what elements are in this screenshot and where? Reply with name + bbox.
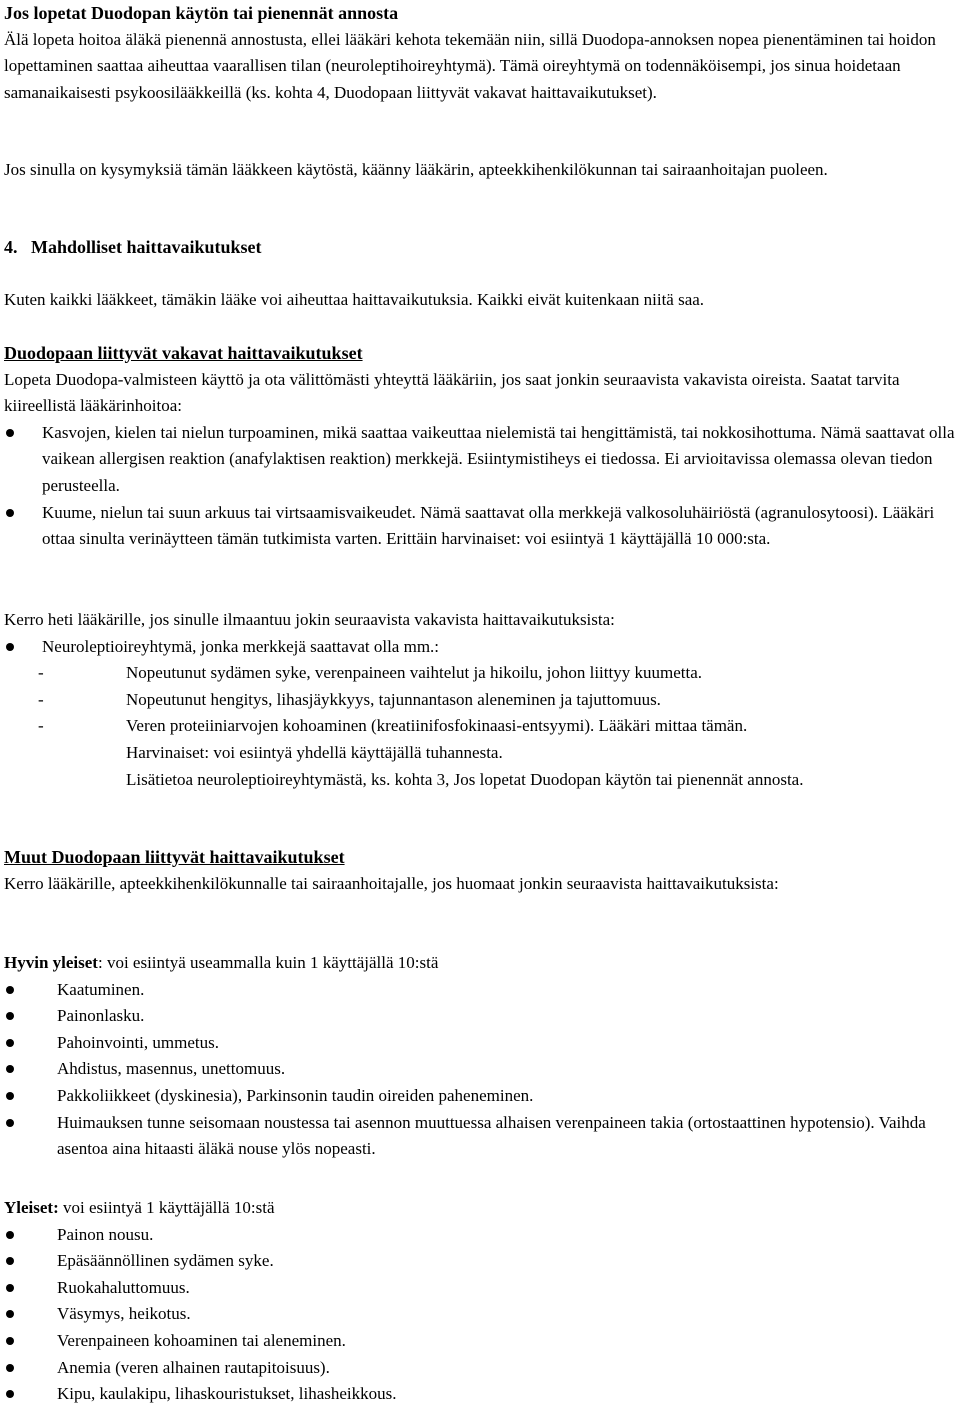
bullet-icon <box>6 1231 14 1239</box>
list-item: Ahdistus, masennus, unettomuus. <box>4 1056 958 1083</box>
section-4-intro: Kuten kaikki lääkkeet, tämäkin lääke voi aiheuttaa haittavaikutuksia. Kaikki eivät kuitenkaan niitä saa. <box>4 290 705 309</box>
other-section <box>4 844 958 897</box>
bullet-icon <box>6 1364 14 1372</box>
more-info: Lisätietoa neuroleptioireyhtymästä, ks. kohta 3, Jos lopetat Duodopan käytön tai pienennät annosta. <box>126 769 804 789</box>
section-title: Mahdolliset haittavaikutukset <box>31 237 262 257</box>
very-common-section <box>4 950 958 1163</box>
bullet-icon <box>6 986 14 994</box>
bullet-icon <box>6 1284 14 1292</box>
list-item: Kipu, kaulakipu, lihaskouristukset, lihasheikkous. <box>4 1381 958 1408</box>
bullet-icon <box>6 1065 14 1073</box>
very-common-heading: Hyvin yleiset: voi esiintyä useammalla kuin 1 käyttäjällä 10:stä <box>4 953 439 972</box>
common-heading: Yleiset: voi esiintyä 1 käyttäjällä 10:stä <box>4 1198 275 1217</box>
list-item: Ruokahaluttomuus. <box>4 1275 958 1302</box>
tell-intro: Kerro heti lääkärille, jos sinulle ilmaantuu jokin seuraavista vakavista haittavaikutuksista: <box>4 610 615 629</box>
list-item: Kaatuminen. <box>4 977 958 1004</box>
dash-mark: - <box>38 716 44 736</box>
bullet-icon <box>6 429 14 437</box>
dash-item: - Nopeutunut hengitys, lihasjäykkyys, tajunnantason aleneminen ja tajuttomuus. <box>4 687 958 714</box>
list-item: Kuume, nielun tai suun arkuus tai virtsaamisvaikeudet. Nämä saattavat olla merkkejä valkosoluhäiriöstä (agranulosytoosi). Lääkäri ottaa sinulta verinäytteen tämän tutkimista varten. Erittäin harvinaiset: voi esiintyä 1 käyttäjällä 10 000:sta. <box>4 500 958 553</box>
dash-item: - Veren proteiiniarvojen kohoaminen (kreatiinifosfokinaasi-entsyymi). Lääkäri mittaa tämän. <box>4 713 958 740</box>
serious-heading: Duodopaan liittyvät vakavat haittavaikutukset <box>4 343 363 363</box>
list-item: Anemia (veren alhainen rautapitoisuus). <box>4 1355 958 1382</box>
bullet-icon <box>6 1012 14 1020</box>
other-heading: Muut Duodopaan liittyvät haittavaikutukset <box>4 847 345 867</box>
bullet-icon <box>6 1310 14 1318</box>
list-item: Neuroleptioireyhtymä, jonka merkkejä saattavat olla mm.: <box>4 634 958 661</box>
bullet-icon <box>6 1092 14 1100</box>
common-section <box>4 1195 958 1408</box>
section-number: 4. <box>4 237 18 257</box>
list-item: Painonlasku. <box>4 1003 958 1030</box>
list-item: Painon nousu. <box>4 1222 958 1249</box>
bullet-icon <box>6 1390 14 1398</box>
dash-item: - Nopeutunut sydämen syke, verenpaineen vaihtelut ja hikoilu, johon liittyy kuumetta. <box>4 660 958 687</box>
rare-frequency: Harvinaiset: voi esiintyä yhdellä käyttäjällä tuhannesta. <box>126 742 503 762</box>
list-item: Kasvojen, kielen tai nielun turpoaminen, mikä saattaa vaikeuttaa nielemistä tai hengittämistä, tai nokkosihottuma. Nämä saattavat olla vaikean allergisen reaktion (anafylaktisen reaktion) merkkejä. Esiintymistiheys ei tiedossa. Ei arvioitavissa olemassa olevan tiedon perusteella. <box>4 420 958 500</box>
section-4-heading <box>4 234 958 261</box>
list-item: Verenpaineen kohoaminen tai aleneminen. <box>4 1328 958 1355</box>
list-item: Huimauksen tunne seisomaan noustessa tai asennon muuttuessa alhaisen verenpaineen takia (ortostaattinen hypotensio). Vaihda asentoa aina hitaasti äläkä nouse ylös nopeasti. <box>4 1110 958 1163</box>
list-item: Väsymys, heikotus. <box>4 1301 958 1328</box>
bullet-icon <box>6 1257 14 1265</box>
dash-mark: - <box>38 689 44 709</box>
stop-paragraph-1: Älä lopeta hoitoa äläkä pienennä annostusta, ellei lääkäri kehota tekemään niin, sillä Duodopa-annoksen nopea pienentäminen tai hoidon lopettaminen saattaa aiheuttaa vaarallisen tilan (neuroleptihoireyhtymä). Tämä oireyhtymä on todennäköisempi, jos sinua hoidetaan samanaikaisesti psykoosilääkkeillä (ks. kohta 4, Duodopaan liittyvät vakavat haittavaikutukset). <box>4 29 936 102</box>
list-item: Pakkoliikkeet (dyskinesia), Parkinsonin taudin oireiden paheneminen. <box>4 1083 958 1110</box>
questions-paragraph: Jos sinulla on kysymyksiä tämän lääkkeen käytöstä, käänny lääkärin, apteekkihenkilökunnan tai sairaanhoitajan puoleen. <box>4 160 828 179</box>
stop-section <box>4 0 958 106</box>
bullet-icon <box>6 1337 14 1345</box>
list-item: Pahoinvointi, ummetus. <box>4 1030 958 1057</box>
stop-title: Jos lopetat Duodopan käytön tai pienennät annosta <box>4 3 399 23</box>
dash-mark: - <box>38 663 44 683</box>
bullet-icon <box>6 509 14 517</box>
tell-doctor-section <box>4 607 958 793</box>
bullet-icon <box>6 1119 14 1127</box>
other-intro: Kerro lääkärille, apteekkihenkilökunnalle tai sairaanhoitajalle, jos huomaat jonkin seuraavista haittavaikutuksista: <box>4 873 779 893</box>
bullet-icon <box>6 1039 14 1047</box>
list-item: Epäsäännöllinen sydämen syke. <box>4 1248 958 1275</box>
serious-section <box>4 340 958 553</box>
bullet-icon <box>6 643 14 651</box>
serious-intro: Lopeta Duodopa-valmisteen käyttö ja ota välittömästi yhteyttä lääkäriin, jos saat jonkin seuraavista vakavista oireista. Saatat tarvita kiireellistä lääkärinhoitoa: <box>4 369 900 416</box>
